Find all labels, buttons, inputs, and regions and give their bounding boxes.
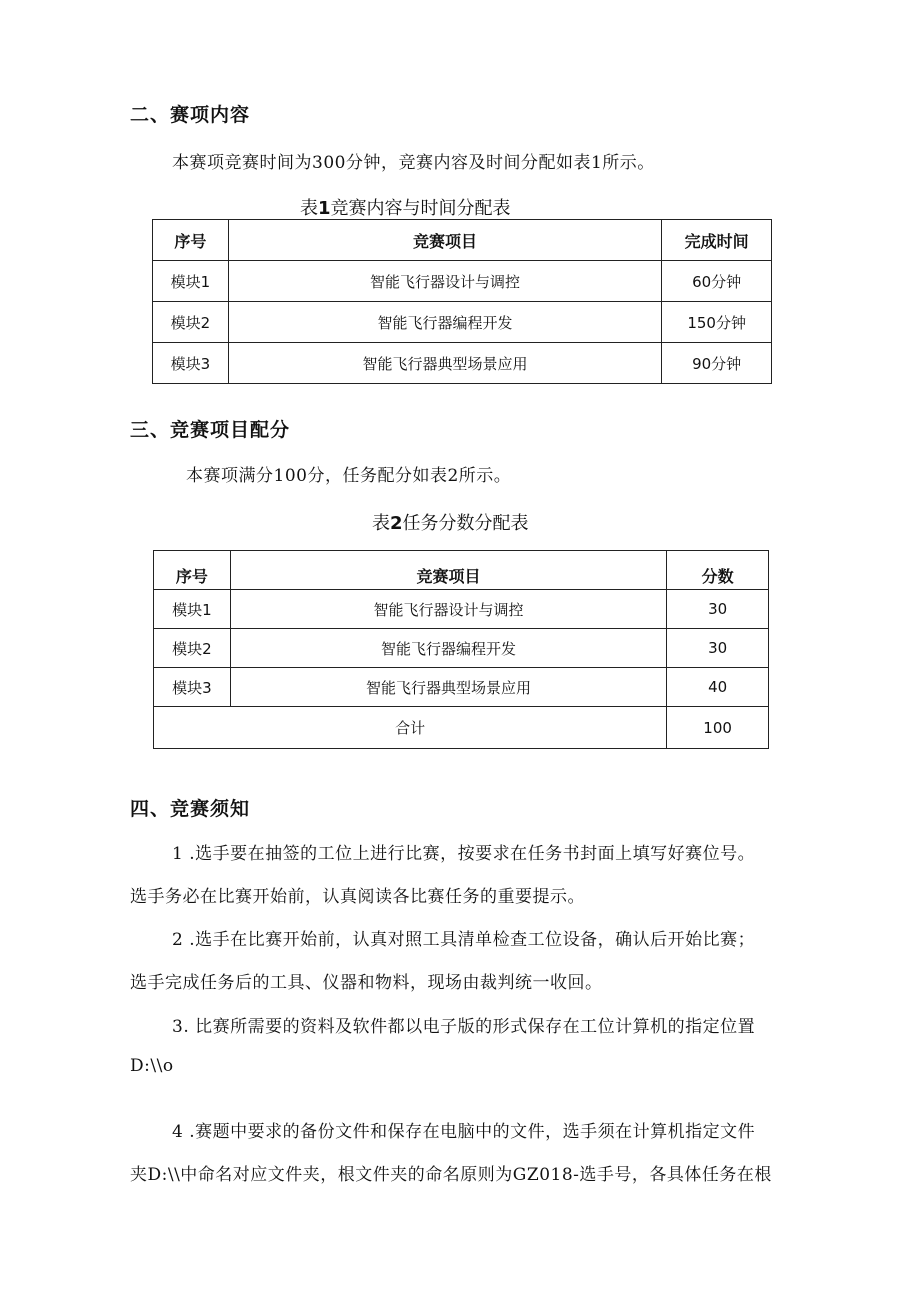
table-total-row — [154, 707, 769, 749]
cell-item: 智能飞行器典型场景应用 — [228, 343, 662, 384]
header-cell-score: 分数 — [667, 551, 769, 590]
table-header-row — [153, 220, 772, 261]
cell-module: 模块3 — [154, 668, 231, 707]
cell-module: 模块3 — [153, 343, 229, 384]
table-1-caption — [300, 194, 511, 220]
table-row — [154, 668, 769, 707]
notice-1-line-2: 选手务必在比赛开始前，认真阅读各比赛任务的重要提示。 — [130, 887, 585, 907]
cell-time: 150分钟 — [662, 302, 772, 343]
cell-time: 90分钟 — [662, 343, 772, 384]
section-3-heading: 三、竞赛项目配分 — [130, 419, 291, 441]
cell-item: 智能飞行器设计与调控 — [230, 590, 666, 629]
notice-3-line-2: D:\\o — [130, 1056, 174, 1076]
cell-module: 模块1 — [154, 590, 231, 629]
notice-1-line-1: 1 .选手要在抽签的工位上进行比赛，按要求在任务书封面上填写好赛位号。 — [172, 844, 756, 864]
notice-4-line-1: 4 .赛题中要求的备份文件和保存在电脑中的文件，选手须在计算机指定文件 — [172, 1122, 756, 1142]
table-row — [154, 590, 769, 629]
header-cell-number: 序号 — [153, 220, 229, 261]
header-cell-item: 竞赛项目 — [228, 220, 662, 261]
header-cell-item: 竞赛项目 — [230, 551, 666, 590]
table-row — [153, 261, 772, 302]
score-allocation-table — [153, 550, 769, 749]
cell-total-value: 100 — [667, 707, 769, 749]
section-4-heading: 四、竞赛须知 — [130, 798, 251, 820]
table-2-caption-prefix: 表 — [372, 513, 390, 534]
header-cell-number: 序号 — [154, 551, 231, 590]
notice-4-line-2: 夹D:\\中命名对应文件夹，根文件夹的命名原则为GZ018-选手号，各具体任务在根 — [130, 1165, 772, 1185]
table-1-caption-prefix: 表 — [300, 198, 318, 219]
cell-item: 智能飞行器编程开发 — [230, 629, 666, 668]
table-row — [154, 629, 769, 668]
table-1-caption-text: 竞赛内容与时间分配表 — [330, 198, 511, 219]
header-cell-time: 完成时间 — [662, 220, 772, 261]
cell-item: 智能飞行器典型场景应用 — [230, 668, 666, 707]
notice-2-line-1: 2 .选手在比赛开始前，认真对照工具清单检查工位设备，确认后开始比赛； — [172, 930, 756, 950]
section-2-heading: 二、赛项内容 — [130, 104, 251, 126]
table-row — [153, 343, 772, 384]
cell-module: 模块1 — [153, 261, 229, 302]
notice-2-line-2: 选手完成任务后的工具、仪器和物料，现场由裁判统一收回。 — [130, 973, 603, 993]
cell-score: 30 — [667, 590, 769, 629]
cell-item: 智能飞行器设计与调控 — [228, 261, 662, 302]
cell-item: 智能飞行器编程开发 — [228, 302, 662, 343]
cell-module: 模块2 — [153, 302, 229, 343]
section-2-intro: 本赛项竞赛时间为300分钟，竞赛内容及时间分配如表1所示。 — [172, 153, 655, 173]
cell-total-label: 合计 — [154, 707, 667, 749]
section-3-intro: 本赛项满分100分，任务配分如表2所示。 — [186, 466, 512, 486]
table-2-caption — [372, 509, 529, 535]
cell-time: 60分钟 — [662, 261, 772, 302]
table-header-row — [154, 551, 769, 590]
table-2-caption-text: 任务分数分配表 — [402, 513, 529, 534]
cell-score: 40 — [667, 668, 769, 707]
time-allocation-table — [152, 219, 772, 384]
notice-3-line-1: 3. 比赛所需要的资料及软件都以电子版的形式保存在工位计算机的指定位置 — [172, 1017, 756, 1037]
table-2-caption-number: 2 — [390, 513, 403, 534]
cell-module: 模块2 — [154, 629, 231, 668]
table-row — [153, 302, 772, 343]
table-1-caption-number: 1 — [318, 198, 331, 219]
cell-score: 30 — [667, 629, 769, 668]
